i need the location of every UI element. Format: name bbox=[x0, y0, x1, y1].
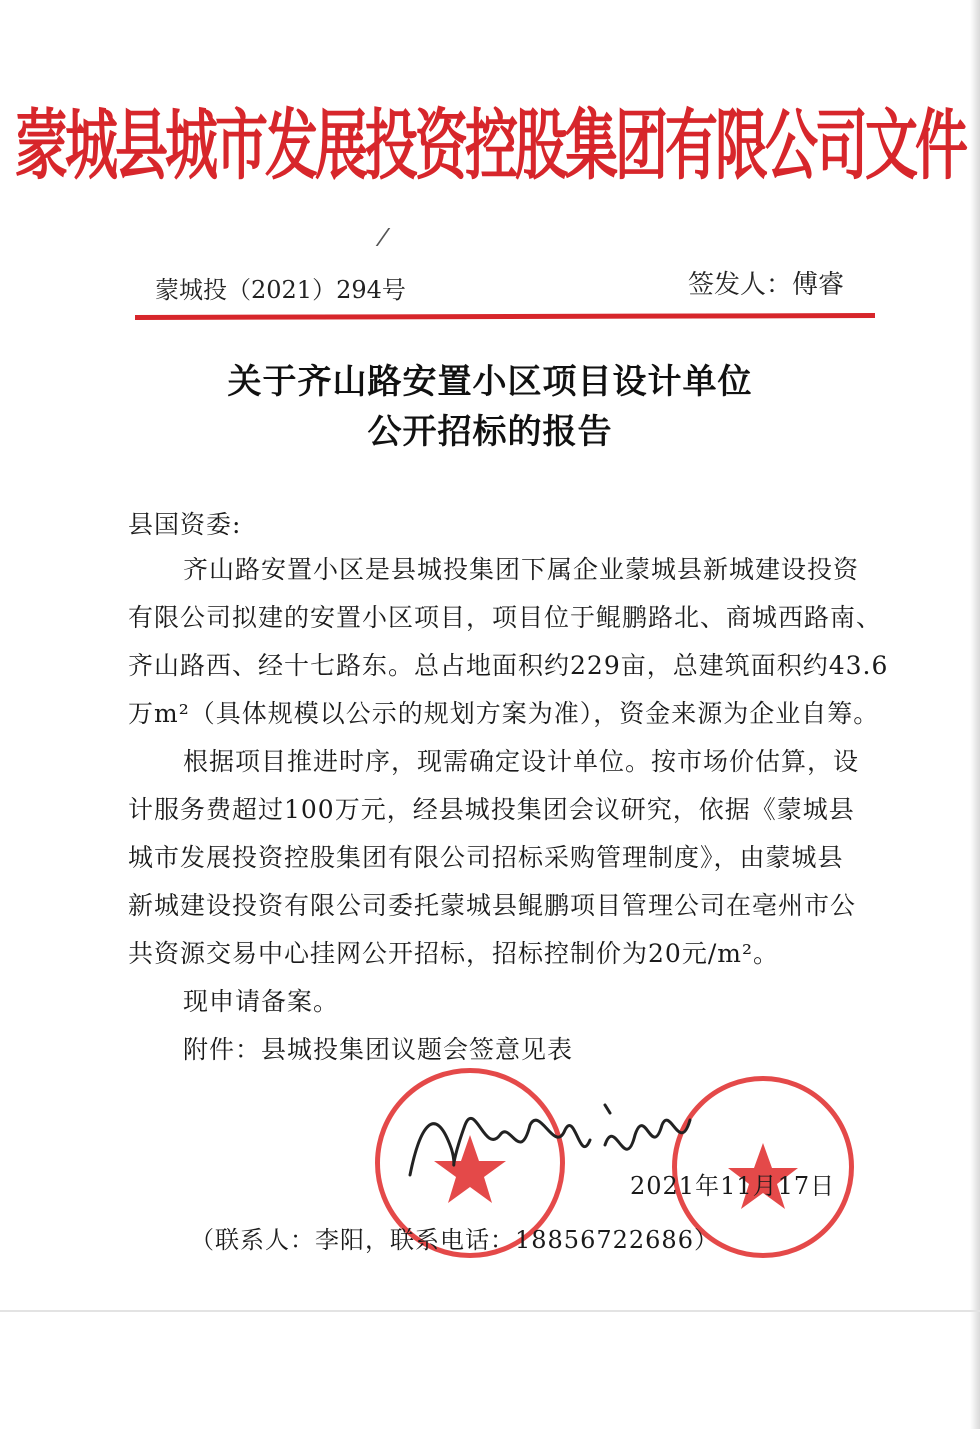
body-line: 齐山路西、经十七路东。总占地面积约229亩，总建筑面积约43.6 bbox=[128, 651, 889, 680]
page-bottom-line bbox=[0, 1310, 980, 1312]
body-line: 万m²（具体规模以公示的规划方案为准），资金来源为企业自筹。 bbox=[128, 699, 880, 728]
pen-tick-mark bbox=[364, 228, 391, 246]
document-number: 蒙城投（2021）294号 bbox=[155, 276, 406, 304]
page-edge-shadow bbox=[970, 0, 980, 1429]
document-title-line-2: 公开招标的报告 bbox=[367, 412, 613, 452]
contact-info: （联系人：李阳，联系电话：18856722686） bbox=[190, 1226, 719, 1254]
body-line: 共资源交易中心挂网公开招标，招标控制价为20元/m²。 bbox=[128, 939, 779, 968]
body-line: 城市发展投资控股集团有限公司招标采购管理制度》，由蒙城县 bbox=[128, 843, 844, 872]
salutation: 县国资委: bbox=[128, 510, 242, 539]
issuer-title: 蒙城县城市发展投资控股集团有限公司文件 bbox=[15, 100, 965, 191]
red-divider-rule bbox=[135, 313, 875, 320]
signer: 签发人：傅睿 bbox=[688, 270, 845, 300]
body-line: 现申请备案。 bbox=[183, 987, 340, 1016]
attachment-line: 附件：县城投集团议题会签意见表 bbox=[183, 1035, 574, 1064]
document-title-line-1: 关于齐山路安置小区项目设计单位 bbox=[227, 362, 753, 402]
body-line: 有限公司拟建的安置小区项目，项目位于鲲鹏路北、商城西路南、 bbox=[128, 603, 883, 632]
body-line: 齐山路安置小区是县城投集团下属企业蒙城县新城建设投资 bbox=[183, 555, 860, 584]
body-line: 根据项目推进时序，现需确定设计单位。按市场价估算，设 bbox=[183, 747, 860, 776]
body-line: 计服务费超过100万元，经县城投集团会议研究，依据《蒙城县 bbox=[128, 795, 855, 824]
document-date: 2021年11月17日 bbox=[630, 1172, 836, 1200]
body-line: 新城建设投资有限公司委托蒙城县鲲鹏项目管理公司在亳州市公 bbox=[128, 891, 857, 920]
